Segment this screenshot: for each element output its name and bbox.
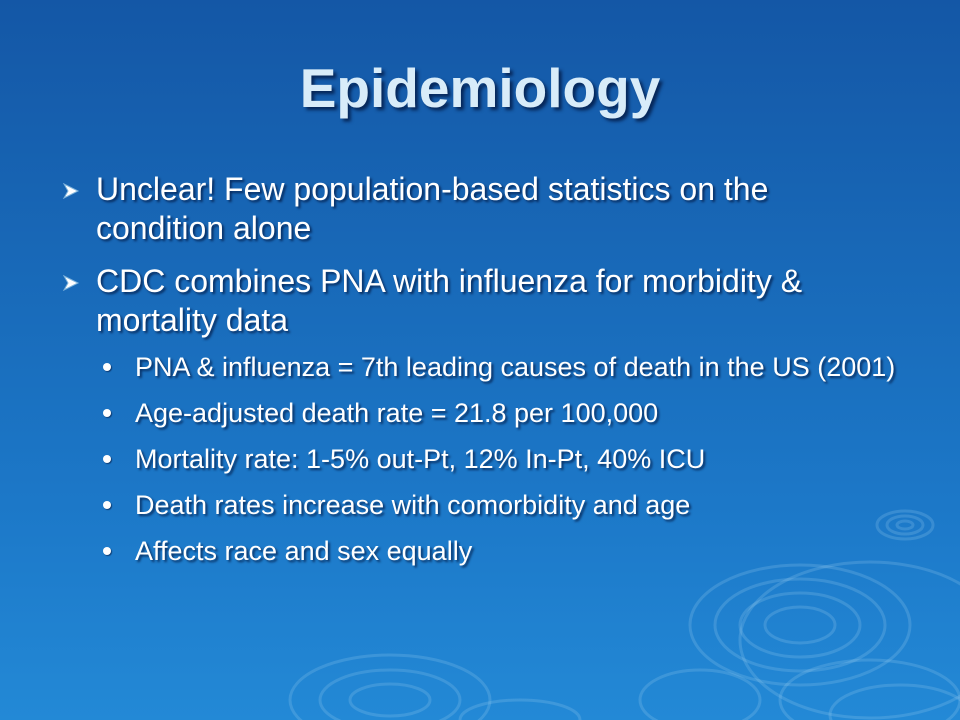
sub-bullet-item bbox=[103, 536, 902, 567]
sub-bullet-text: Death rates increase with comorbidity and age bbox=[135, 490, 691, 520]
sub-bullet-list bbox=[96, 352, 902, 567]
slide-title: Epidemiology bbox=[299, 57, 661, 119]
dot-bullet-icon bbox=[103, 363, 111, 371]
arrow-bullet-icon bbox=[62, 183, 80, 199]
sub-bullet-text: Affects race and sex equally bbox=[135, 536, 473, 566]
dot-bullet-icon bbox=[103, 501, 111, 509]
sub-bullet-text: Mortality rate: 1-5% out-Pt, 12% In-Pt, 40% ICU bbox=[135, 444, 706, 474]
bullet-text: CDC combines PNA with influenza for morbidity & mortality data bbox=[96, 263, 803, 338]
sub-bullet-item bbox=[103, 444, 902, 475]
bullet-list bbox=[62, 170, 902, 582]
bullet-text: Unclear! Few population-based statistics on the condition alone bbox=[96, 171, 769, 246]
dot-bullet-icon bbox=[103, 547, 111, 555]
sub-bullet-text: Age-adjusted death rate = 21.8 per 100,000 bbox=[135, 398, 659, 428]
bullet-item bbox=[62, 262, 902, 567]
arrow-bullet-icon bbox=[62, 275, 80, 291]
sub-bullet-item bbox=[103, 352, 902, 383]
dot-bullet-icon bbox=[103, 455, 111, 463]
sub-bullet-text: PNA & influenza = 7th leading causes of death in the US (2001) bbox=[135, 352, 896, 382]
sub-bullet-item bbox=[103, 398, 902, 429]
bullet-item bbox=[62, 170, 902, 248]
dot-bullet-icon bbox=[103, 409, 111, 417]
sub-bullet-item bbox=[103, 490, 902, 521]
